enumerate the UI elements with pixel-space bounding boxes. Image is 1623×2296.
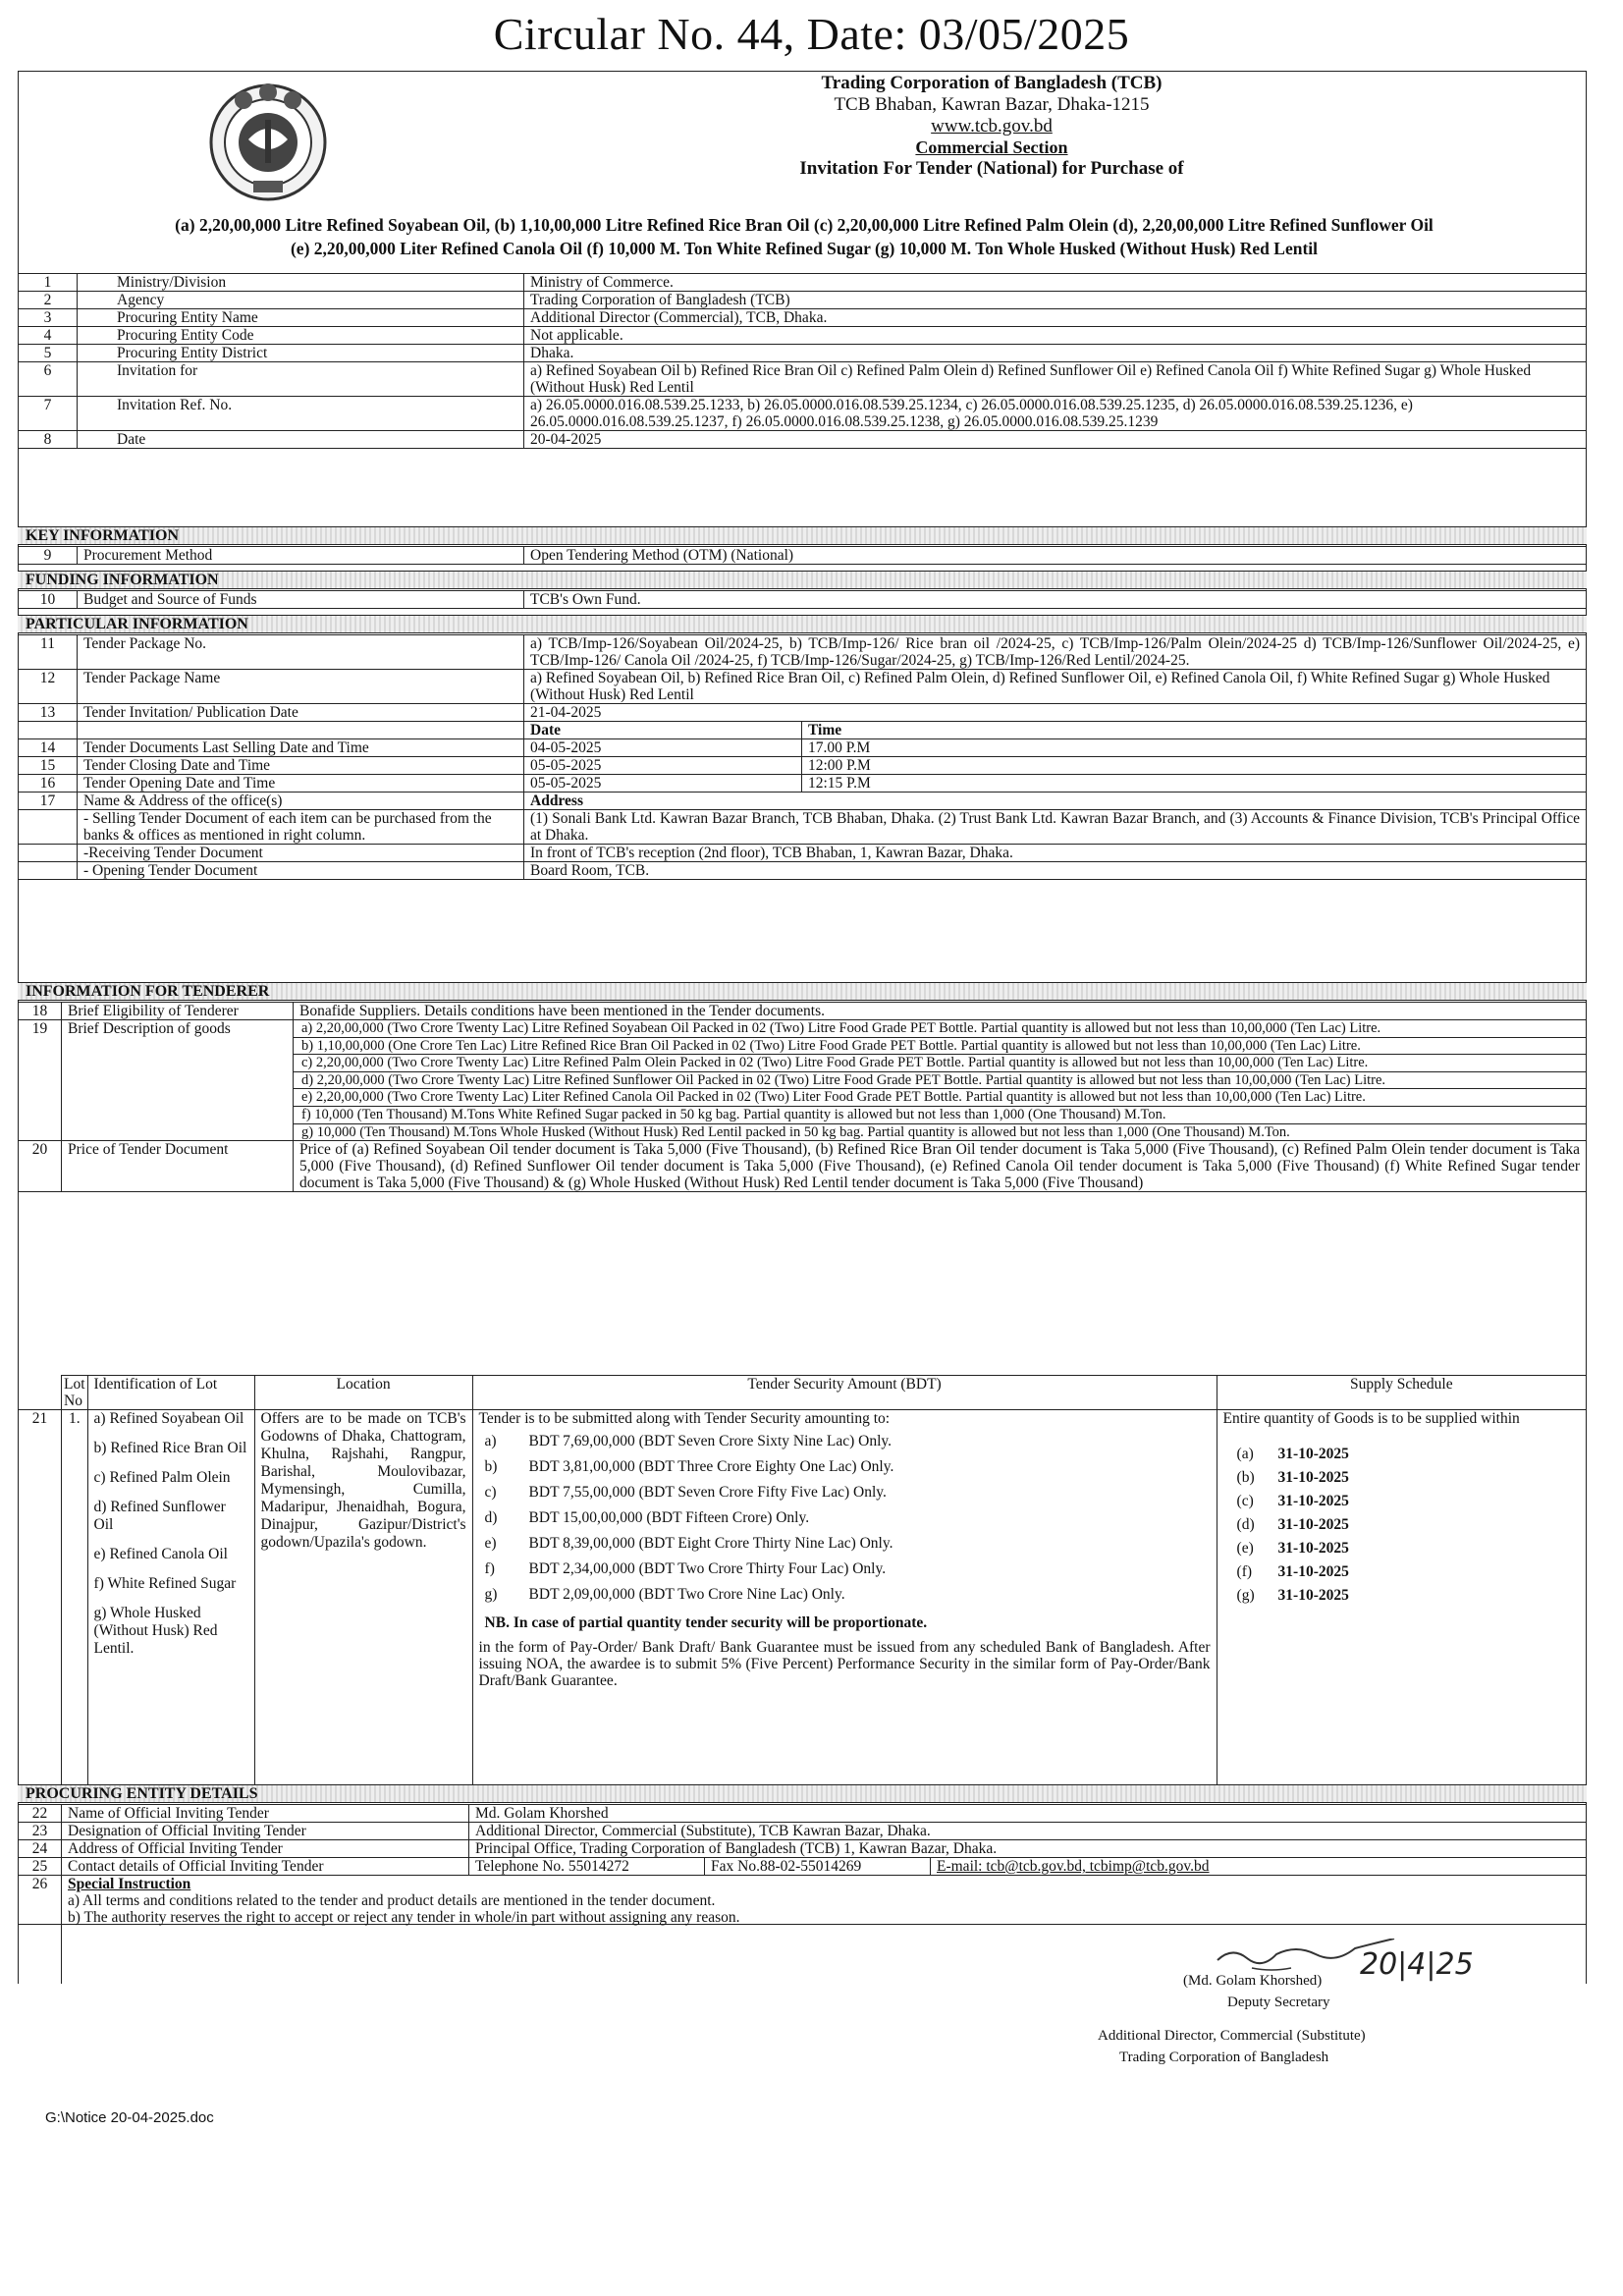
handwritten-date: 20|4|25	[1360, 1947, 1474, 1982]
row-label: Procurement Method	[78, 547, 524, 565]
row-number: 1	[19, 274, 78, 292]
supply-item-key: (f)	[1236, 1563, 1253, 1580]
row-label: Price of Tender Document	[62, 1141, 294, 1192]
table-row	[19, 292, 1587, 309]
supply-item-date: 31-10-2025	[1277, 1446, 1349, 1462]
identification-header: Identification of Lot	[87, 1376, 254, 1410]
security-item-key: f)	[484, 1560, 495, 1577]
row-value: Open Tendering Method (OTM) (National)	[524, 547, 1587, 565]
supply-item-date: 31-10-2025	[1277, 1540, 1349, 1557]
table-row	[19, 1020, 1587, 1141]
section-name: Commercial Section	[915, 137, 1068, 157]
security-item-value: BDT 2,09,00,000 (BDT Two Crore Nine Lac) Only.	[528, 1586, 845, 1603]
security-item-value: BDT 7,55,00,000 (BDT Seven Crore Fifty Five Lac) Only.	[528, 1484, 887, 1501]
goods-item: c) 2,20,00,000 (Two Crore Twenty Lac) Litre Refined Palm Olein Packed in 02 (Two) Litre Food Grade PET Bottle. Partial quantity is allowed but not less than 10,00,000 (Ten Lac) Litre.	[294, 1055, 1586, 1072]
row-number: 14	[19, 739, 78, 757]
row-label: Invitation for	[78, 362, 524, 397]
table-row	[19, 775, 1587, 793]
row-value: Ministry of Commerce.	[524, 274, 1587, 292]
row-number: 18	[19, 1003, 62, 1020]
signatory-title: Deputy Secretary	[1227, 1995, 1330, 2010]
table-row	[19, 635, 1587, 670]
table-row	[19, 722, 1587, 739]
row-number: 7	[19, 397, 78, 431]
table-row	[19, 810, 1587, 845]
table-row	[19, 1823, 1587, 1840]
row-value: Additional Director (Commercial), TCB, Dhaka.	[524, 309, 1587, 327]
row-number: 2	[19, 292, 78, 309]
row-label: Name & Address of the office(s)	[78, 793, 524, 810]
security-item-value: BDT 8,39,00,000 (BDT Eight Crore Thirty Nine Lac) Only.	[528, 1535, 893, 1552]
security-item	[485, 1535, 1211, 1552]
row-number: 15	[19, 757, 78, 775]
org-website[interactable]: www.tcb.gov.bd	[931, 116, 1053, 137]
row-number: 9	[19, 547, 78, 565]
table-row	[19, 862, 1587, 880]
row-label: Tender Closing Date and Time	[78, 757, 524, 775]
row-value: 20-04-2025	[524, 431, 1587, 449]
address-column-header: Address	[524, 793, 1587, 810]
row-value: Additional Director, Commercial (Substitute), TCB Kawran Bazar, Dhaka.	[469, 1823, 1587, 1840]
row-label: Budget and Source of Funds	[78, 591, 524, 609]
supply-item-key: (e)	[1236, 1540, 1254, 1557]
table-row	[19, 845, 1587, 862]
row-date: 04-05-2025	[524, 739, 802, 757]
row-label: Tender Package No.	[78, 635, 524, 670]
lot-item: c) Refined Palm Olein	[93, 1469, 231, 1486]
row-date: 05-05-2025	[524, 757, 802, 775]
row-number: 6	[19, 362, 78, 397]
office-address: Board Room, TCB.	[524, 862, 1587, 880]
table-row	[19, 591, 1587, 609]
goods-item: e) 2,20,00,000 (Two Crore Twenty Lac) Liter Refined Canola Oil Packed in 02 (Two) Liter Food Grade PET Bottle. Partial quantity is allowed but not less than 10,00,000 (Ten Lac) Litre.	[294, 1089, 1586, 1107]
row-value: TCB's Own Fund.	[524, 591, 1587, 609]
security-item	[485, 1509, 1211, 1526]
section-funding-information: FUNDING INFORMATION	[18, 571, 1587, 589]
row-time: 17.00 P.M	[802, 739, 1587, 757]
supply-item	[1237, 1584, 1580, 1608]
location-cell: Offers are to be made on TCB's Godowns of Dhaka, Chattogram, Khulna, Rajshahi, Rangpur, Barishal, Moulovibazar, Mymensingh, Cumilla, Madaripur, Jhenaidhah, Bogura, Dinajpur, Gazipur/District's godown/Upazila's godown.	[254, 1410, 472, 1803]
table-row	[19, 1141, 1587, 1192]
row-number: 23	[19, 1823, 62, 1840]
lot-item: b) Refined Rice Bran Oil	[93, 1440, 247, 1456]
row-label: Invitation Ref. No.	[78, 397, 524, 431]
table-row	[19, 757, 1587, 775]
row-label: Ministry/Division	[78, 274, 524, 292]
org-name: Trading Corporation of Bangladesh (TCB)	[821, 73, 1163, 93]
special-instruction-b: b) The authority reserves the right to accept or reject any tender in whole/in part without assigning any reason.	[68, 1909, 740, 1926]
invitation-heading: Invitation For Tender (National) for Purchase of	[799, 158, 1184, 179]
supply-item-date: 31-10-2025	[1277, 1587, 1349, 1604]
special-instruction-a: a) All terms and conditions related to the tender and product details are mentioned in the tender document.	[68, 1892, 716, 1909]
supply-item	[1237, 1443, 1580, 1466]
key-info-table	[18, 546, 1587, 565]
row-number: 10	[19, 591, 78, 609]
row-number: 11	[19, 635, 78, 670]
row-number: 12	[19, 670, 78, 704]
row-label: Agency	[78, 292, 524, 309]
security-item	[485, 1586, 1211, 1603]
row-number: 3	[19, 309, 78, 327]
signatory-designation: Additional Director, Commercial (Substitute)	[1098, 2028, 1366, 2044]
row-number: 8	[19, 431, 78, 449]
security-note: in the form of Pay-Order/ Bank Draft/ Bank Guarantee must be issued from any scheduled Bank of Bangladesh. After issuing NOA, the awardee is to submit 5% (Five Percent) Performance Security in the similar form of Pay-Order/Bank Draft/Bank Guarantee.	[478, 1639, 1211, 1689]
row-label: Date	[78, 431, 524, 449]
security-item-value: BDT 15,00,00,000 (BDT Fifteen Crore) Only.	[528, 1509, 810, 1526]
row-value: Principal Office, Trading Corporation of Bangladesh (TCB) 1, Kawran Bazar, Dhaka.	[469, 1840, 1587, 1858]
table-row	[19, 739, 1587, 757]
signatory-organization: Trading Corporation of Bangladesh	[1119, 2050, 1329, 2065]
table-row	[19, 327, 1587, 345]
row-number: 5	[19, 345, 78, 362]
row-number: 24	[19, 1840, 62, 1858]
general-info-table	[18, 273, 1587, 449]
row-number: 20	[19, 1141, 62, 1192]
supply-item	[1237, 1560, 1580, 1584]
funding-info-table	[18, 590, 1587, 609]
lot-number: 1.	[62, 1410, 88, 1803]
subject-line-1: (a) 2,20,00,000 Litre Refined Soyabean Oil, (b) 1,10,00,000 Litre Refined Rice Bran Oil (c) 2,20,00,000 Litre Refined Palm Olein (d), 2,20,00,000 Litre Refined Sunflower Oil	[175, 215, 1434, 235]
supply-item-key: (a)	[1236, 1446, 1254, 1462]
office-label: - Opening Tender Document	[78, 862, 524, 880]
row-time: 12:00 P.M	[802, 757, 1587, 775]
row-number: 17	[19, 793, 78, 810]
goods-item: a) 2,20,00,000 (Two Crore Twenty Lac) Litre Refined Soyabean Oil Packed in 02 (Two) Litre Food Grade PET Bottle. Partial quantity is allowed but not less than 10,00,000 (Ten Lac) Litre.	[294, 1020, 1586, 1038]
location-header: Location	[254, 1376, 472, 1410]
signatory-name: (Md. Golam Khorshed)	[1183, 1973, 1323, 1989]
security-item-key: e)	[484, 1535, 497, 1552]
goods-item: d) 2,20,00,000 (Two Crore Twenty Lac) Litre Refined Sunflower Oil Packed in 02 (Two) Litre Food Grade PET Bottle. Partial quantity is allowed but not less than 10,00,000 (Ten Lac) Litre.	[294, 1072, 1586, 1090]
section-procuring-entity-details: PROCURING ENTITY DETAILS	[18, 1784, 1587, 1803]
row-label: Procuring Entity Name	[78, 309, 524, 327]
section-information-for-tenderer: INFORMATION FOR TENDERER	[18, 982, 1587, 1001]
row-number: 25	[19, 1858, 62, 1876]
security-item-key: b)	[484, 1458, 498, 1475]
table-row	[19, 1840, 1587, 1858]
row-label: Tender Package Name	[78, 670, 524, 704]
lot-item: a) Refined Soyabean Oil	[93, 1410, 244, 1427]
security-nb: NB. In case of partial quantity tender security will be proportionate.	[484, 1614, 928, 1631]
security-intro: Tender is to be submitted along with Tender Security amounting to:	[478, 1410, 891, 1427]
table-row	[19, 431, 1587, 449]
row-label: Brief Description of goods	[62, 1020, 294, 1141]
office-address: In front of TCB's reception (2nd floor), TCB Bhaban, 1, Kawran Bazar, Dhaka.	[524, 845, 1587, 862]
supply-item-key: (g)	[1236, 1587, 1255, 1604]
row-label: Brief Eligibility of Tenderer	[62, 1003, 294, 1020]
lot-table-row	[19, 1410, 1587, 1803]
table-row	[19, 704, 1587, 722]
table-row	[19, 345, 1587, 362]
security-item	[485, 1458, 1211, 1475]
row-value: Dhaka.	[524, 345, 1587, 362]
row-value: Md. Golam Khorshed	[469, 1805, 1587, 1823]
table-row	[19, 793, 1587, 810]
subject-line-2: (e) 2,20,00,000 Liter Refined Canola Oil (f) 10,000 M. Ton White Refined Sugar (g) 10,000 M. Ton Whole Husked (Without Husk) Red Lentil	[290, 239, 1319, 258]
telephone: Telephone No. 55014272	[469, 1858, 705, 1876]
supply-header: Supply Schedule	[1217, 1376, 1586, 1410]
supply-intro: Entire quantity of Goods is to be supplied within	[1222, 1410, 1520, 1427]
lot-item: d) Refined Sunflower Oil	[93, 1499, 226, 1533]
table-row	[19, 1805, 1587, 1823]
security-item	[485, 1560, 1211, 1577]
supply-item-date: 31-10-2025	[1277, 1563, 1349, 1580]
goods-item: g) 10,000 (Ten Thousand) M.Tons Whole Husked (Without Husk) Red Lentil packed in 50 kg bag. Partial quantity is allowed but not less than 1,000 (One Thousand) M.Ton.	[301, 1123, 1290, 1140]
lot-identification-cell	[87, 1410, 254, 1803]
row-number: 22	[19, 1805, 62, 1823]
row-label: Procuring Entity Code	[78, 327, 524, 345]
office-label: -Receiving Tender Document	[78, 845, 524, 862]
row-number	[19, 810, 78, 845]
lot-table	[18, 1375, 1587, 1803]
supply-item-date: 31-10-2025	[1277, 1493, 1349, 1509]
email[interactable]: E-mail: tcb@tcb.gov.bd, tcbimp@tcb.gov.bd	[931, 1858, 1587, 1876]
security-item-key: a)	[484, 1433, 497, 1449]
row-number: 21	[19, 1410, 62, 1803]
table-row	[19, 547, 1587, 565]
supply-cell	[1217, 1410, 1586, 1803]
row-value: 21-04-2025	[524, 704, 1587, 722]
table-row	[19, 309, 1587, 327]
supply-item-key: (d)	[1236, 1516, 1255, 1533]
security-item	[485, 1433, 1211, 1449]
table-row	[19, 274, 1587, 292]
supply-item	[1237, 1466, 1580, 1490]
org-address: TCB Bhaban, Kawran Bazar, Dhaka-1215	[834, 94, 1150, 115]
table-row	[19, 397, 1587, 431]
supply-item	[1237, 1513, 1580, 1537]
tenderer-info-table	[18, 1002, 1587, 1192]
row-label: Address of Official Inviting Tender	[62, 1840, 469, 1858]
lot-item: e) Refined Canola Oil	[93, 1546, 228, 1562]
row-value: Trading Corporation of Bangladesh (TCB)	[524, 292, 1587, 309]
row-label: Tender Documents Last Selling Date and Time	[78, 739, 524, 757]
table-row	[19, 1003, 1587, 1020]
security-item-key: g)	[484, 1586, 498, 1603]
row-number: 13	[19, 704, 78, 722]
lot-table-header	[19, 1376, 1587, 1410]
goods-description-cell	[294, 1020, 1587, 1141]
supply-item	[1237, 1490, 1580, 1513]
row-number: 4	[19, 327, 78, 345]
row-label: Procuring Entity District	[78, 345, 524, 362]
security-item-value: BDT 7,69,00,000 (BDT Seven Crore Sixty Nine Lac) Only.	[528, 1433, 893, 1449]
security-item-value: BDT 3,81,00,000 (BDT Three Crore Eighty One Lac) Only.	[528, 1458, 894, 1475]
row-label: Name of Official Inviting Tender	[62, 1805, 469, 1823]
fax: Fax No.88-02-55014269	[705, 1858, 931, 1876]
security-item-key: d)	[484, 1509, 498, 1526]
time-column-header: Time	[802, 722, 1587, 739]
footer-file-path: G:\Notice 20-04-2025.doc	[45, 2109, 214, 2126]
table-row	[19, 1858, 1587, 1876]
security-header: Tender Security Amount (BDT)	[472, 1376, 1217, 1410]
supply-item-key: (c)	[1236, 1493, 1254, 1509]
supply-item-date: 31-10-2025	[1277, 1469, 1349, 1486]
row-value: a) Refined Soyabean Oil, b) Refined Rice Bran Oil, c) Refined Palm Olein, d) Refined Sunflower Oil, e) Refined Canola Oil, f) White Refined Sugar g) Whole Husked (Without Husk) Red Lentil	[524, 670, 1587, 704]
row-value: a) Refined Soyabean Oil b) Refined Rice Bran Oil c) Refined Palm Olein d) Refined Sunflower Oil e) Refined Canola Oil f) White Refined Sugar g) Whole Husked (Without Husk) Red Lentil	[524, 362, 1587, 397]
row-label: Designation of Official Inviting Tender	[62, 1823, 469, 1840]
security-item	[485, 1484, 1211, 1501]
row-number: 26	[19, 1876, 62, 1985]
row-value: a) 26.05.0000.016.08.539.25.1233, b) 26.05.0000.016.08.539.25.1234, c) 26.05.0000.016.08.539.25.1235, d) 26.05.0000.016.08.539.25.1236, e) 26.05.0000.016.08.539.25.1237, f) 26.05.0000.016.08.539.25.1238, g) 26.05.0000.016.08.539.25.1239	[524, 397, 1587, 431]
row-time: 12:15 P.M	[802, 775, 1587, 793]
table-row	[19, 362, 1587, 397]
goods-item: b) 1,10,00,000 (One Crore Ten Lac) Litre Refined Rice Bran Oil Packed in 02 (Two) Litre Food Grade PET Bottle. Partial quantity is allowed but not less than 10,00,000 (Ten Lac) Litre.	[294, 1038, 1586, 1056]
row-value: Bonafide Suppliers. Details conditions have been mentioned in the Tender documents.	[294, 1003, 1587, 1020]
row-number	[19, 862, 78, 880]
letterhead	[412, 73, 1571, 180]
supply-item-date: 31-10-2025	[1277, 1516, 1349, 1533]
row-number: 16	[19, 775, 78, 793]
lot-no-header: Lot No	[62, 1376, 88, 1410]
date-column-header: Date	[524, 722, 802, 739]
goods-item: f) 10,000 (Ten Thousand) M.Tons White Refined Sugar packed in 50 kg bag. Partial quantity is allowed but not less than 1,000 (One Thousand) M.Ton.	[294, 1107, 1586, 1124]
row-label: Tender Opening Date and Time	[78, 775, 524, 793]
security-cell	[472, 1410, 1217, 1803]
tcb-logo-seal	[204, 79, 332, 206]
row-number: 19	[19, 1020, 62, 1141]
lot-item: g) Whole Husked (Without Husk) Red Lentil.	[93, 1605, 218, 1657]
row-date: 05-05-2025	[524, 775, 802, 793]
row-number	[19, 845, 78, 862]
security-item-key: c)	[484, 1484, 497, 1501]
supply-item	[1237, 1537, 1580, 1560]
table-row	[19, 670, 1587, 704]
row-value: Not applicable.	[524, 327, 1587, 345]
row-label: Contact details of Official Inviting Tender	[62, 1858, 469, 1876]
supply-item-key: (b)	[1236, 1469, 1255, 1486]
circular-title: Circular No. 44, Date: 03/05/2025	[493, 9, 1130, 59]
section-particular-information: PARTICULAR INFORMATION	[18, 615, 1587, 633]
office-label: - Selling Tender Document of each item can be purchased from the banks & offices as mentioned in right column.	[78, 810, 524, 845]
lot-item: f) White Refined Sugar	[93, 1575, 237, 1592]
section-key-information: KEY INFORMATION	[18, 526, 1587, 545]
row-label: Tender Invitation/ Publication Date	[78, 704, 524, 722]
office-address: (1) Sonali Bank Ltd. Kawran Bazar Branch, TCB Bhaban, Dhaka. (2) Trust Bank Ltd. Kawran Bazar Branch, and (3) Accounts & Finance Division, TCB's Principal Office at Dhaka.	[524, 810, 1587, 845]
particular-info-table	[18, 634, 1587, 880]
special-instruction-title: Special Instruction	[68, 1876, 191, 1892]
security-item-value: BDT 2,34,00,000 (BDT Two Crore Thirty Four Lac) Only.	[528, 1560, 887, 1577]
row-value: a) TCB/Imp-126/Soyabean Oil/2024-25, b) TCB/Imp-126/ Rice bran oil /2024-25, c) TCB/Imp-126/Palm Olein/2024-25 d) TCB/Imp-126/Sunflower Oil/2024-25, e) TCB/Imp-126/ Canola Oil /2024-25, f) TCB/Imp-126/Sugar/2024-25, g) TCB/Imp-126/Red Lentil/2024-25.	[524, 635, 1587, 670]
row-value: Price of (a) Refined Soyabean Oil tender document is Taka 5,000 (Five Thousand), (b) Refined Rice Bran Oil tender document is Taka 5,000 (Five Thousand), (c) Refined Palm Olein tender document is Taka 5,000 (Five Thousand), (d) Refined Sunflower Oil tender document is Taka 5,000 (Five Thousand), (e) Refined Canola Oil tender document is Taka 5,000 (Five Thousand) (f) White Refined Sugar tender document is Taka 5,000 (Five Thousand) & (g) Whole Husked (Without Husk) Red Lentil tender document is Taka 5,000 (Five Thousand)	[294, 1141, 1587, 1192]
